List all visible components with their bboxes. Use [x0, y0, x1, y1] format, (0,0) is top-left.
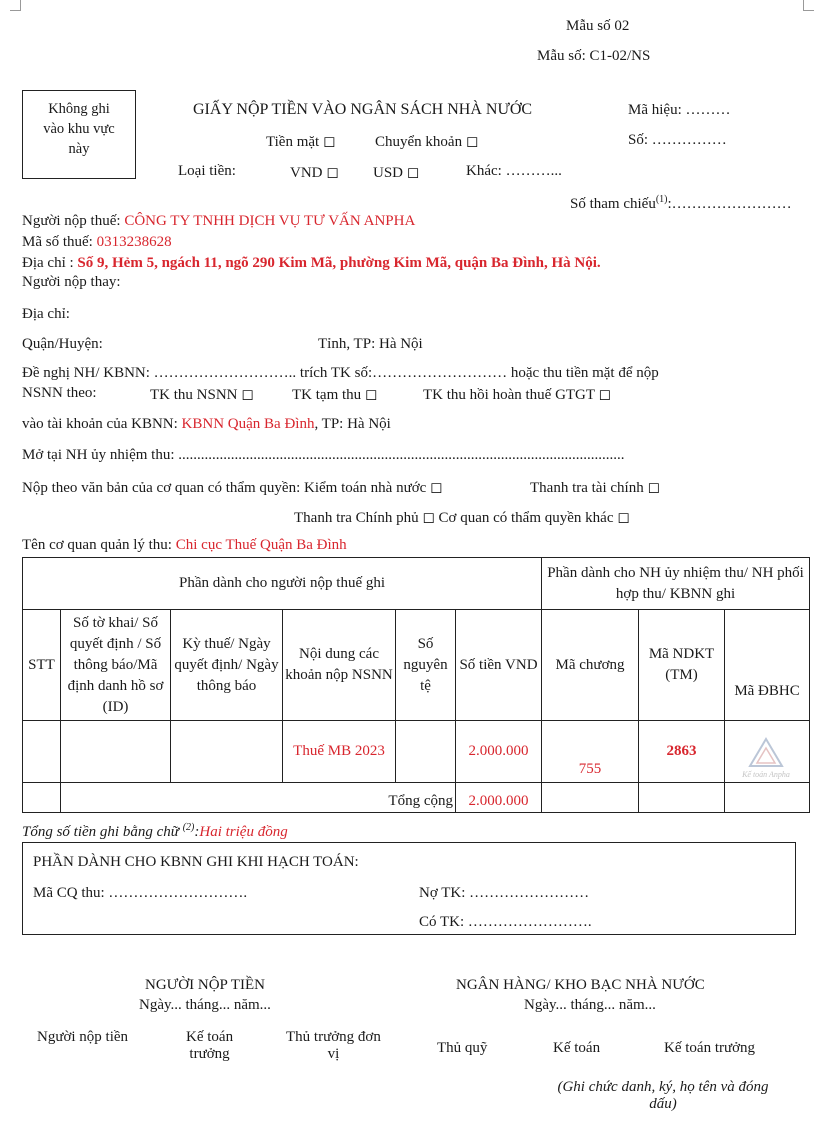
tk-thu-nsnn-option[interactable]: TK thu NSNN ◻ [150, 387, 254, 403]
header-so-tien-vnd: Số tiền VND [456, 610, 542, 721]
header-ma-dbhc: Mã ĐBHC [725, 610, 810, 721]
crop-mark-right [803, 0, 814, 11]
right-signature-title: NGÂN HÀNG/ KHO BẠC NHÀ NƯỚC [456, 977, 705, 993]
quan-huyen: Quận/Huyện: [22, 336, 103, 352]
cell-so-to-khai [61, 721, 171, 783]
mst-value: 0313238628 [96, 234, 172, 250]
so-tham-chieu-sup: (1) [655, 194, 668, 205]
cell-ma-ndkt: 2863 [639, 721, 725, 783]
so-tham-chieu [570, 194, 792, 213]
so-field: Số: …………… [628, 132, 727, 148]
nguoi-nop-thue [22, 213, 415, 230]
payment-table [22, 557, 810, 813]
signature-note-line-1: (Ghi chức danh, ký, họ tên và đóng [557, 1079, 769, 1095]
no-write-line-2: vào khu vực [43, 121, 115, 137]
no-write-line-1: Không ghi [48, 101, 110, 117]
total-cell-ma-ndkt [639, 783, 725, 813]
form-code: Mẫu số: C1-02/NS [537, 48, 651, 64]
dia-chi-2: Địa chỉ: [22, 306, 70, 322]
header-stt: STT [23, 610, 61, 721]
header-ma-ndkt: Mã NDKT (TM) [639, 610, 725, 721]
mst-label: Mã số thuế: [22, 234, 97, 250]
so-tham-chieu-dots: :…………………… [667, 196, 792, 212]
sig-thu-quy: Thủ quỹ [437, 1040, 488, 1056]
dia-chi-label: Địa chỉ : [22, 255, 78, 271]
vao-tk-label: vào tài khoản của KBNN: [22, 416, 182, 432]
khac-option: Khác: ………... [466, 163, 562, 179]
co-tk: Có TK: ……………………. [419, 914, 592, 930]
signature-note-line-2: dấu) [649, 1096, 677, 1112]
cell-so-nguyen-te [396, 721, 456, 783]
thanh-tra-chinh-phu-option[interactable]: Thanh tra Chính phủ ◻ Cơ quan có thẩm quyền khác ◻ [294, 510, 630, 526]
tk-thu-hoi-option[interactable]: TK thu hồi hoàn thuế GTGT ◻ [423, 387, 611, 403]
total-words-value: Hai triệu đồng [199, 824, 288, 840]
sig-thu-truong-line-1: Thủ trưởng đơn [286, 1029, 381, 1045]
sig-ke-toan-truong-line-2: trưởng [189, 1046, 230, 1062]
left-signature-date: Ngày... tháng... năm... [139, 997, 271, 1013]
total-label: Tổng cộng [61, 783, 456, 813]
sig-ke-toan-truong-left [186, 1029, 233, 1063]
total-words-label: Tổng số tiền ghi bằng chữ [22, 824, 183, 840]
header-ky-thue: Kỳ thuế/ Ngày quyết định/ Ngày thông báo [171, 610, 283, 721]
vao-tk-value: KBNN Quận Ba Đình [181, 416, 315, 432]
dia-chi [22, 255, 601, 272]
cell-noi-dung: Thuế MB 2023 [283, 721, 396, 783]
sig-thu-truong [286, 1029, 381, 1063]
sig-nguoi-nop-tien: Người nộp tiền [37, 1029, 129, 1045]
chuyen-khoan-option[interactable]: Chuyển khoản ◻ [375, 134, 479, 150]
nop-theo-van-ban: Nộp theo văn bản của cơ quan có thẩm quyền: Kiểm toán nhà nước ◻ [22, 480, 443, 496]
mo-tai-nh: Mở tại NH ủy nhiệm thu: ....................................................................................................................... [22, 447, 625, 463]
usd-option[interactable]: USD ◻ [373, 165, 420, 181]
tien-mat-option[interactable]: Tiền mặt ◻ [266, 134, 336, 150]
total-cell-ma-dbhc [725, 783, 810, 813]
sig-thu-truong-line-2: vị [327, 1046, 340, 1062]
document-title: GIẤY NỘP TIỀN VÀO NGÂN SÁCH NHÀ NƯỚC [193, 101, 533, 118]
vnd-option[interactable]: VND ◻ [290, 165, 339, 181]
nguoi-nop-thue-value: CÔNG TY TNHH DỊCH VỤ TƯ VẤN ANPHA [124, 213, 416, 229]
watermark-text: Kế toán Anpha [742, 770, 790, 779]
header-so-to-khai: Số tờ khai/ Số quyết định / Số thông báo/Mã định danh hồ sơ (ID) [61, 610, 171, 721]
cell-ky-thue [171, 721, 283, 783]
header-so-nguyen-te: Số nguyên tệ [396, 610, 456, 721]
form-number: Mẫu số 02 [566, 18, 630, 34]
table-row [23, 721, 810, 783]
co-quan-value: Chi cục Thuế Quận Ba Đình [175, 537, 347, 553]
group-header-right: Phần dành cho NH ủy nhiệm thu/ NH phối hợp thu/ KBNN ghi [542, 558, 810, 610]
ma-cq-thu: Mã CQ thu: ………………………. [33, 885, 248, 901]
total-in-words [22, 822, 288, 841]
signature-note [540, 1079, 786, 1113]
nguoi-nop-thay: Người nộp thay: [22, 274, 121, 290]
header-noi-dung: Nội dung các khoản nộp NSNN [283, 610, 396, 721]
kbnn-title: PHẦN DÀNH CHO KBNN GHI KHI HẠCH TOÁN: [33, 854, 359, 870]
nsnn-theo: NSNN theo: [22, 385, 97, 401]
co-quan-quan-ly-thu [22, 537, 347, 554]
total-value: 2.000.000 [456, 783, 542, 813]
total-cell-ma-chuong [542, 783, 639, 813]
no-tk: Nợ TK: …………………… [419, 885, 590, 901]
group-header-left: Phần dành cho người nộp thuế ghi [23, 558, 542, 610]
tk-tam-thu-option[interactable]: TK tạm thu ◻ [292, 387, 378, 403]
kbnn-accounting-box [22, 842, 796, 935]
sig-ke-toan-truong-line-1: Kế toán [186, 1029, 234, 1045]
cell-stt [23, 721, 61, 783]
cell-so-tien: 2.000.000 [456, 721, 542, 783]
sig-ke-toan: Kế toán [553, 1040, 601, 1056]
total-words-sup: (2) [182, 822, 195, 833]
nguoi-nop-thue-label: Người nộp thuế: [22, 213, 125, 229]
cell-ma-chuong: 755 [542, 721, 639, 783]
total-words-colon: : [194, 824, 200, 840]
dia-chi-value: Số 9, Hẻm 5, ngách 11, ngõ 290 Kim Mã, phường Kim Mã, quận Ba Đình, Hà Nội. [77, 255, 601, 271]
total-cell-stt [23, 783, 61, 813]
tinh-tp: Tỉnh, TP: Hà Nội [318, 336, 423, 352]
loai-tien-label: Loại tiền: [178, 163, 236, 179]
anpha-watermark-logo [736, 736, 796, 782]
sig-ke-toan-truong-right: Kế toán trưởng [664, 1040, 756, 1056]
header-ma-chuong: Mã chương [542, 610, 639, 721]
crop-mark-left [10, 0, 21, 11]
no-write-box [22, 90, 136, 179]
no-write-line-3: này [68, 141, 90, 157]
vao-tai-khoan [22, 416, 391, 433]
ma-hieu: Mã hiệu: ……… [628, 102, 731, 118]
total-row [23, 783, 810, 813]
de-nghi: Đề nghị NH/ KBNN: ……………………….. trích TK số:……………………… hoặc thu tiền mặt để nộp [22, 365, 659, 381]
so-tham-chieu-label: Số tham chiếu [570, 196, 656, 212]
ma-so-thue [22, 234, 172, 251]
thanh-tra-tai-chinh-option[interactable]: Thanh tra tài chính ◻ [530, 480, 660, 496]
left-signature-title: NGƯỜI NỘP TIỀN [145, 977, 265, 993]
vao-tk-tail: , TP: Hà Nội [314, 416, 391, 432]
co-quan-label: Tên cơ quan quản lý thu: [22, 537, 176, 553]
right-signature-date: Ngày... tháng... năm... [524, 997, 656, 1013]
